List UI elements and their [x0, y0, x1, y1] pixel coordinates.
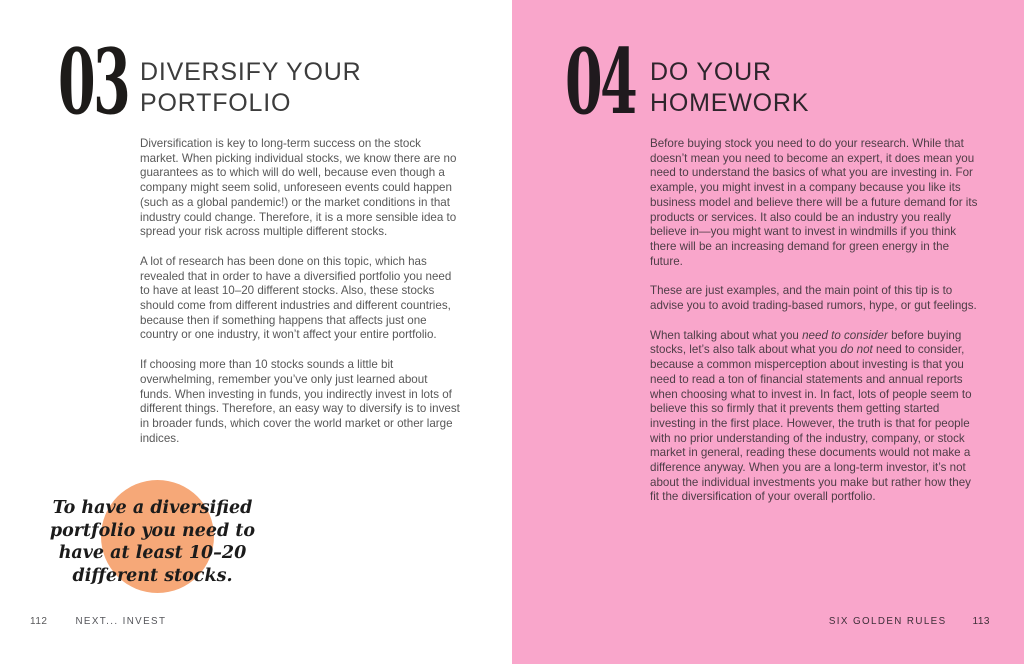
paragraph: Diversification is key to long-term success on the stock market. When picking individual stocks, we know there are no guarantees as to which will do well, because even though a company might seem solid, unforeseen events could happen (such as a global pandemic!) or the market conditions in that industry could change. Therefore, it is a more sensible idea to spread your risk across multiple different stocks.: [140, 137, 457, 239]
running-head: NEXT... INVEST: [75, 616, 167, 627]
pullquote-line: have at least 10–20: [58, 543, 247, 563]
paragraph: Before buying stock you need to do your research. While that doesn’t mean you need to become an expert, it does mean you need to understand the basics of what you are investing in. For example, you might invest in a company because you like its business model and believe there will be a future demand for its products or services. It also could be an industry you really believe in—you might want to invest in windmills if you think there will be an increasing demand for green energy in the future.: [650, 137, 978, 268]
chapter-title: [650, 57, 809, 119]
pullquote-text: [40, 497, 265, 587]
running-head: SIX GOLDEN RULES: [828, 616, 947, 627]
paragraph: If choosing more than 10 stocks sounds a little bit overwhelming, remember you’ve only just learned about funds. When investing in funds, you indirectly invest in lots of different things. Therefore, an easy way to diversify is to invest in broader funds, which cover the world market or other large indices.: [140, 358, 460, 445]
chapter-title-line: DIVERSIFY YOUR: [140, 58, 362, 86]
chapter-title-line: PORTFOLIO: [140, 89, 292, 117]
chapter-number: 03: [58, 29, 129, 135]
paragraph: These are just examples, and the main point of this tip is to advise you to avoid trading-based rumors, hype, or gut feelings.: [650, 284, 977, 313]
left-footer: [30, 616, 166, 627]
chapter-number: 04: [565, 29, 636, 135]
body-text: [650, 137, 981, 520]
pullquote-line: portfolio you need to: [49, 520, 256, 541]
pullquote-line: different stocks.: [72, 565, 233, 586]
body-text: [140, 137, 460, 461]
page-number: 113: [972, 616, 990, 627]
chapter-title: [140, 57, 361, 119]
paragraph: When talking about what you need to consider before buying stocks, let’s also talk about what you do not need to consider, because a common misperception about investing is that you need to read a ton of financial statements and annual reports when choosing what to invest in. In fact, lots of people seem to believe this so firmly that it prevents them getting started investing in the first place. However, the truth is that for people with no prior understanding of the industry, company, or stock market in general, reading these documents would not make a difference anyway. When you are a long-term investor, it’s not about the individual investments you make but rather how they fit the diversification of your overall portfolio.: [650, 328, 972, 504]
chapter-title-line: HOMEWORK: [650, 89, 810, 117]
right-footer: [829, 616, 990, 627]
right-page: [512, 0, 1024, 664]
pullquote-line: To have a diversified: [52, 498, 253, 518]
chapter-title-line: DO YOUR: [650, 58, 772, 86]
page-number: 112: [30, 616, 48, 627]
paragraph: A lot of research has been done on this topic, which has revealed that in order to have a diversified portfolio you need to have at least 10–20 different stocks. Also, these stocks should come from different industries and different countries, because then if something happens that affects just one country or one industry, it won’t affect your entire portfolio.: [140, 254, 452, 342]
